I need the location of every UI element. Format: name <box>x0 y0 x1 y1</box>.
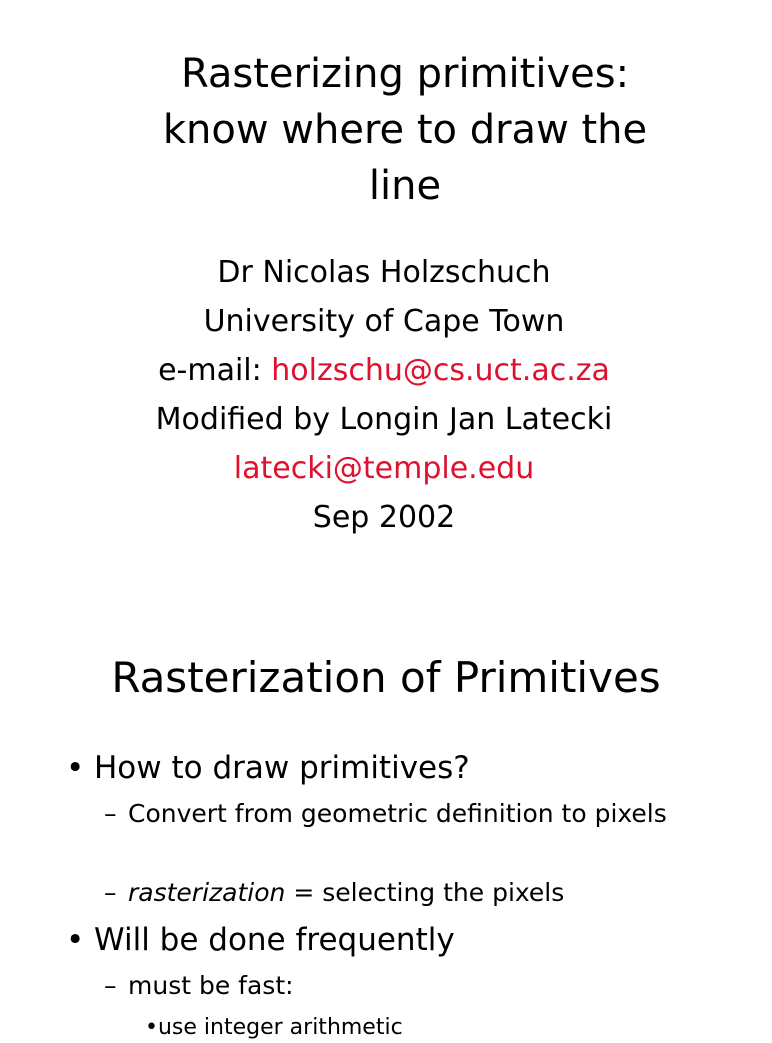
bullet-item <box>66 920 455 960</box>
email-link[interactable]: holzschu@cs.uct.ac.za <box>271 353 610 388</box>
bullet-text: How to draw primitives? <box>94 750 470 786</box>
slide-title: Rasterization of Primitives <box>111 653 661 702</box>
sub-bullet-text: Convert from geometric definition to pixels <box>128 799 667 828</box>
modified-by: Modified by Longin Jan Latecki <box>155 402 613 437</box>
author-name: Dr Nicolas Holzschuch <box>217 255 551 290</box>
date: Sep 2002 <box>312 500 456 535</box>
sub-sub-bullet-text: use integer arithmetic <box>157 1015 403 1040</box>
email-line <box>0 346 768 395</box>
content-slide <box>0 610 768 1040</box>
affiliation: University of Cape Town <box>203 304 565 339</box>
bullet-icon: • <box>66 922 85 958</box>
bullet-item <box>66 748 470 788</box>
sub-bullet-item <box>104 875 704 910</box>
sub-sub-bullet-item <box>145 1013 403 1043</box>
sub-bullet-item <box>104 968 704 1003</box>
sub-bullet-item <box>104 796 704 831</box>
title-line: line <box>368 163 442 209</box>
title-line: Rasterizing primitives: <box>180 51 630 97</box>
bullet-icon: • <box>66 750 85 786</box>
emphasis-term: rasterization <box>128 878 286 907</box>
author-info <box>0 248 768 542</box>
sub-bullet-text: must be fast: <box>128 971 294 1000</box>
bullet-icon: • <box>145 1015 158 1040</box>
slide-title <box>60 46 750 214</box>
dash-icon: – <box>104 799 117 828</box>
dash-icon: – <box>104 878 117 907</box>
title-line: know where to draw the <box>162 107 648 153</box>
dash-icon: – <box>104 971 117 1000</box>
bullet-text: Will be done frequently <box>94 922 455 958</box>
sub-bullet-text: = selecting the pixels <box>285 878 565 907</box>
email-label: e-mail: <box>158 353 272 388</box>
modifier-email-link[interactable]: latecki@temple.edu <box>233 451 535 486</box>
